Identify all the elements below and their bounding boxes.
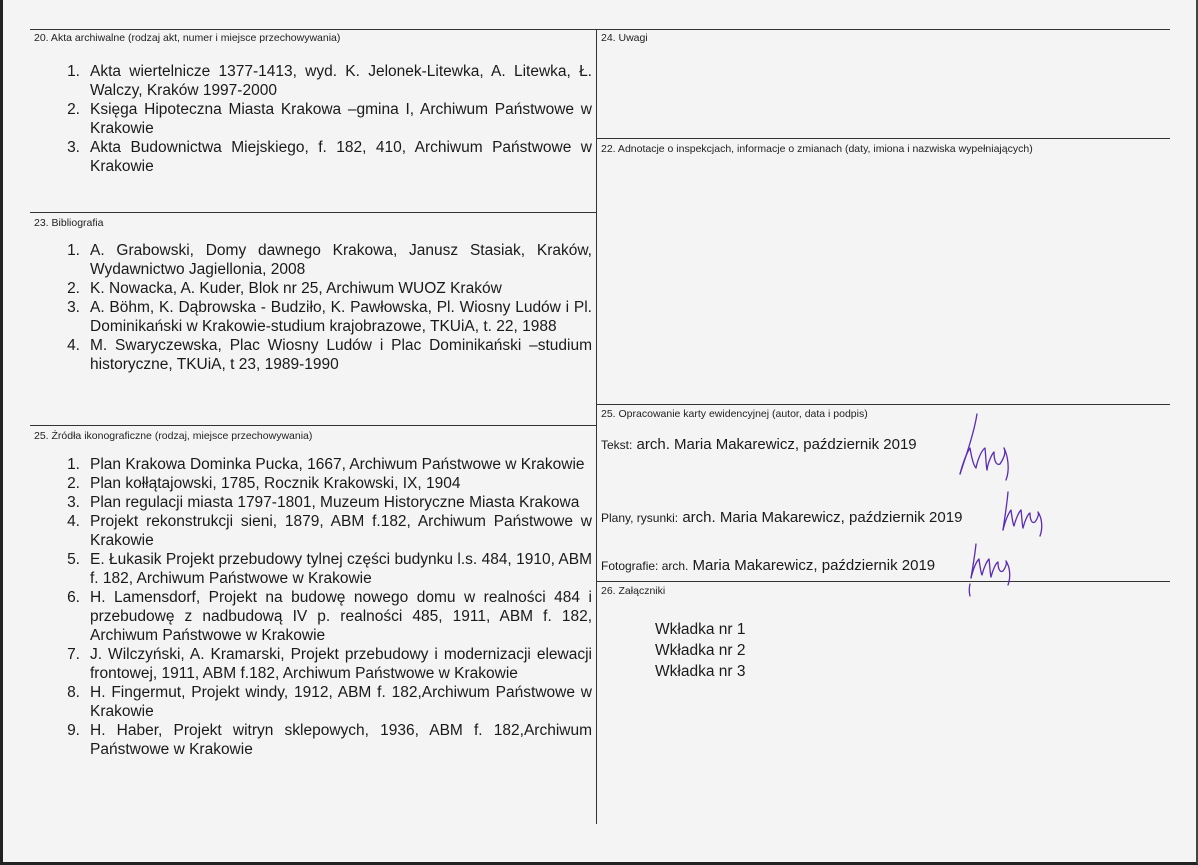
list-item-text: Plan Krakowa Dominka Pucka, 1667, Archiwum Państwowe w Krakowie <box>90 456 585 473</box>
rule-s25a <box>30 425 596 426</box>
list-item-text: H. Fingermut, Projekt windy, 1912, ABM f. 182,Archiwum Państwowe w Krakowie <box>90 684 592 720</box>
list-item <box>58 645 592 683</box>
list-item-text: J. Wilczyński, A. Kramarski, Projekt przebudowy i modernizacji elewacji frontowej, 1911, ABM f.182, Archiwum Państwowe w Krakowie <box>90 646 592 682</box>
list-item-text: Plan kołłątajowski, 1785, Rocznik Krakowski, IX, 1904 <box>90 475 461 492</box>
list-item-number: 2. <box>67 101 80 118</box>
section-25-list <box>58 455 592 759</box>
list-item <box>58 241 592 279</box>
list-item <box>58 138 592 176</box>
list-item <box>58 588 592 645</box>
signature-plany <box>998 488 1050 540</box>
list-item <box>58 100 592 138</box>
list-item-number: 4. <box>67 513 80 530</box>
section-20-label: 20. Akta archiwalne (rodzaj akt, numer i miejsce przechowywania) <box>34 32 341 44</box>
list-item-number: 3. <box>67 139 80 156</box>
section-20-list <box>58 62 592 176</box>
list-item-text: A. Böhm, K. Dąbrowska - Budziło, K. Pawłowska, Pl. Wiosny Ludów i Pl. Dominikański w Krakowie-studium krajobrazowe, TKUiA, t. 22, 1988 <box>90 299 592 335</box>
section-25-label: 25. Źródła ikonograficzne (rodzaj, miejsce przechowywania) <box>34 430 313 442</box>
list-item-text: K. Nowacka, A. Kuder, Blok nr 25, Archiwum WUOZ Kraków <box>90 280 502 297</box>
list-item-text: Plan regulacji miasta 1797-1801, Muzeum Historyczne Miasta Krakowa <box>90 494 580 511</box>
section-24-label: 24. Uwagi <box>601 32 648 44</box>
list-item-number: 6. <box>67 589 80 606</box>
signature-foto <box>962 540 1020 598</box>
list-item-number: 1. <box>67 242 80 259</box>
tekst-line <box>601 436 917 453</box>
list-item-number: 7. <box>67 646 80 663</box>
attachment-list <box>655 619 745 682</box>
list-item <box>58 550 592 588</box>
attachment-item: Wkładka nr 1 <box>655 621 746 638</box>
plany-line <box>601 509 962 526</box>
list-item-text: Akta Budownictwa Miejskiego, f. 182, 410, Archiwum Państwowe w Krakowie <box>90 139 592 175</box>
list-item-text: H. Haber, Projekt witryn sklepowych, 1936, ABM f. 182,Archiwum Państwowe w Krakowie <box>90 722 592 758</box>
section-22-label: 22. Adnotacje o inspekcjach, informacje o zmianach (daty, imiona i nazwiska wypełniających) <box>601 143 1033 155</box>
section-23-list <box>58 241 592 374</box>
rule-s26 <box>596 581 1170 582</box>
list-item-text: M. Swaryczewska, Plac Wiosny Ludów i Plac Dominikański –studium historyczne, TKUiA, t 23, 1989-1990 <box>90 337 592 373</box>
foto-line <box>601 557 935 574</box>
foto-value: Maria Makarewicz, październik 2019 <box>692 557 936 574</box>
list-item-text: E. Łukasik Projekt przebudowy tylnej części budynku l.s. 484, 1910, ABM f. 182, Archiwum Państwowe w Krakowie <box>90 551 592 587</box>
tekst-label: Tekst: <box>601 438 633 452</box>
attachment-item: Wkładka nr 2 <box>655 642 746 659</box>
signature-tekst <box>952 408 1022 493</box>
list-item-number: 3. <box>67 494 80 511</box>
section-23-label: 23. Bibliografia <box>34 217 104 229</box>
attachment-item: Wkładka nr 3 <box>655 663 746 680</box>
list-item-text: H. Lamensdorf, Projekt na budowę nowego domu w realności 484 i przebudowę z nadbudową IV p. realności 485, 1911, ABM f. 182, Archiwum Państwowe w Krakowie <box>90 589 592 644</box>
tekst-value: arch. Maria Makarewicz, październik 2019 <box>636 436 917 453</box>
list-item-number: 8. <box>67 684 80 701</box>
list-item <box>58 279 592 298</box>
list-item <box>58 298 592 336</box>
list-item-text: Projekt rekonstrukcji sieni, 1879, ABM f.182, Archiwum Państwowe w Krakowie <box>90 513 592 549</box>
list-item-number: 2. <box>67 475 80 492</box>
list-item-number: 3. <box>67 299 80 316</box>
list-item-text: A. Grabowski, Domy dawnego Krakowa, Janusz Stasiak, Kraków, Wydawnictwo Jagiellonia, 2008 <box>90 242 592 278</box>
list-item <box>58 683 592 721</box>
column-divider <box>596 29 597 824</box>
list-item-number: 4. <box>67 337 80 354</box>
rule-s25b <box>596 404 1170 405</box>
list-item <box>58 336 592 374</box>
list-item-text: Akta wiertelnicze 1377-1413, wyd. K. Jelonek-Litewka, A. Litewka, Ł. Walczy, Kraków 1997-2000 <box>90 63 592 99</box>
plany-label: Plany, rysunki: <box>601 511 679 525</box>
list-item-number: 9. <box>67 722 80 739</box>
foto-label: Fotografie: arch. <box>601 559 689 573</box>
list-item-number: 5. <box>67 551 80 568</box>
list-item <box>58 62 592 100</box>
list-item-number: 2. <box>67 280 80 297</box>
list-item <box>58 512 592 550</box>
list-item-number: 1. <box>67 63 80 80</box>
rule-s23 <box>30 212 596 213</box>
list-item-number: 1. <box>67 456 80 473</box>
list-item-text: Księga Hipoteczna Miasta Krakowa –gmina I, Archiwum Państwowe w Krakowie <box>90 101 592 137</box>
list-item <box>58 455 592 474</box>
plany-value: arch. Maria Makarewicz, październik 2019 <box>682 509 963 526</box>
list-item <box>58 493 592 512</box>
top-rule <box>30 29 1170 30</box>
list-item <box>58 721 592 759</box>
rule-s22 <box>596 138 1170 139</box>
list-item <box>58 474 592 493</box>
section-26-label: 26. Załączniki <box>601 585 666 597</box>
section-25b-label: 25. Opracowanie karty ewidencyjnej (autor, data i podpis) <box>601 408 868 420</box>
